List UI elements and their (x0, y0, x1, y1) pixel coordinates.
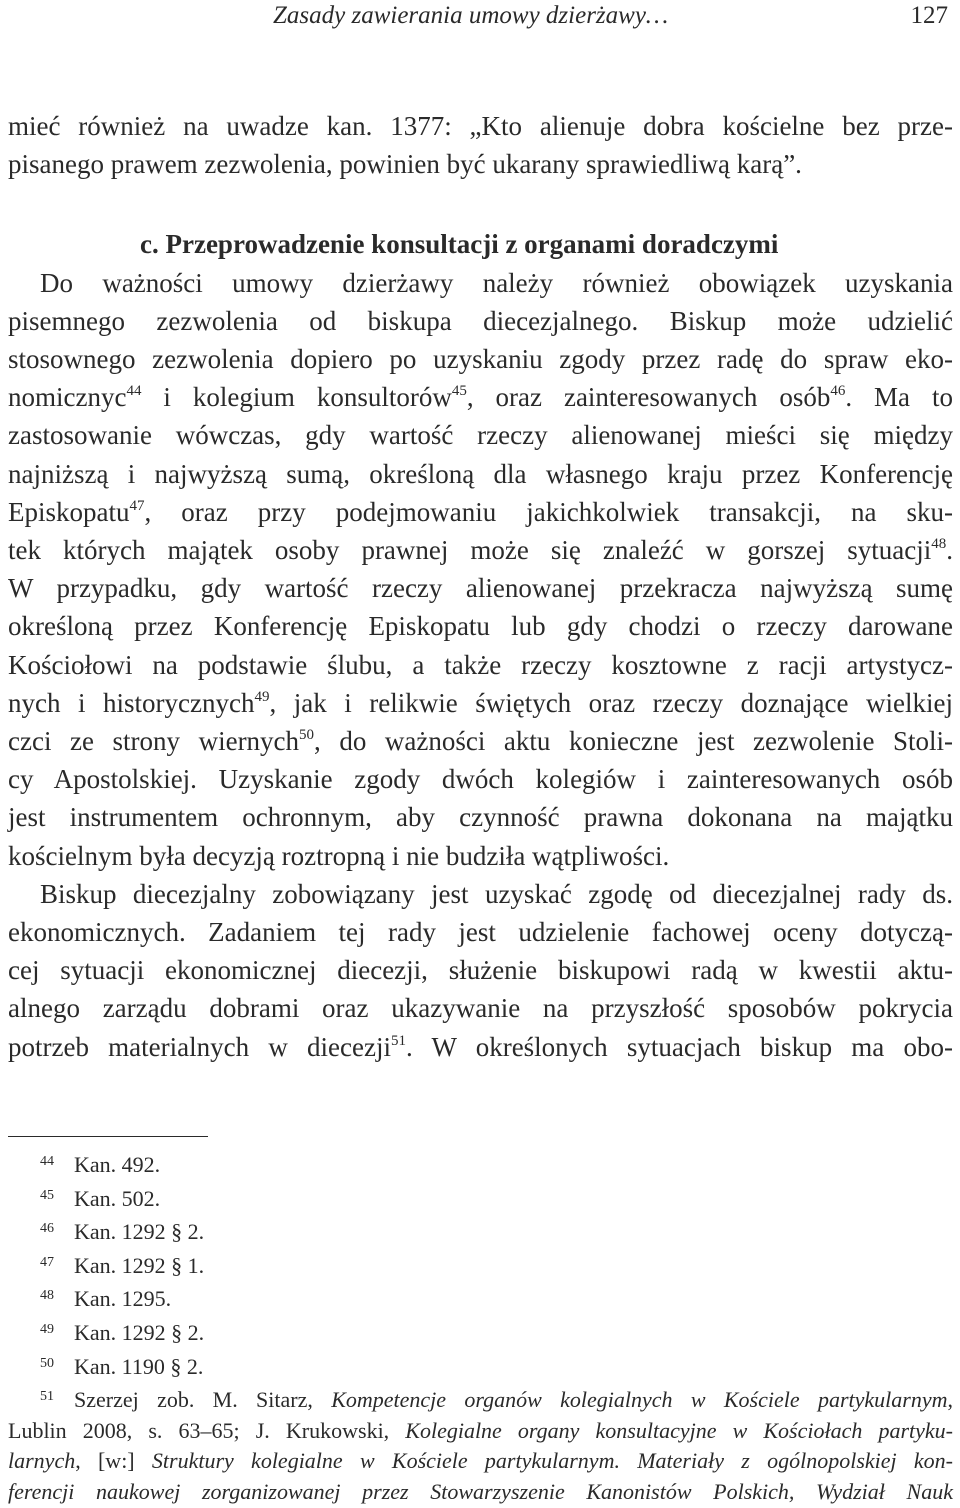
main-text (8, 107, 953, 1066)
footnote (8, 1248, 953, 1282)
text-line: kościelnym była decyzją roztropną i nie budziła wątpliwości. (8, 840, 670, 871)
text-line: tek których majątek osoby prawnej może się znaleźć w gorszej sytuacji$^{48}$. (8, 535, 953, 566)
footnote-ref: 46 (830, 383, 846, 400)
citation-title: ferencji naukowej zorganizowanej przez Stowarzyszenie Kanonistów Polskich, Wydział Nauk (8, 1478, 953, 1504)
text-line: cy Apostolskiej. Uzyskanie zgody dwóch kolegiów i zainteresowanych osób (8, 764, 953, 795)
footnote-ref: 45 (451, 383, 467, 400)
footnote-ref: 50 (299, 727, 315, 744)
citation-title: Kompetencje organów kolegialnych w Kościele partykularnym (331, 1387, 948, 1413)
footnote: 51 Szerzej zob. M. Sitarz, Kompetencje organów kolegialnych w Kościele partykularnym, (8, 1382, 953, 1416)
text-line: ekonomicznych. Zadaniem tej rady jest udzielenie fachowej oceny dotyczą- (8, 917, 953, 948)
text-line: potrzeb materialnych w diecezji$^{51}$. W określonych sytuacjach biskup ma obo- (8, 1031, 953, 1062)
text-line: Kościołowi na podstawie ślubu, a także rzeczy kosztowne z racji artystycz- (8, 649, 953, 680)
footnote (8, 1349, 953, 1383)
footnote (8, 1181, 953, 1215)
footnote-text: Kan. 1292 § 1. (74, 1252, 205, 1278)
footnote-text: Kan. 1295. (74, 1286, 172, 1312)
footnote-rule (8, 1136, 208, 1137)
footnote-number: 49 (40, 1321, 54, 1337)
text-line: pisanego prawem zezwolenia, powinien być ukarany sprawiedliwą karą”. (8, 149, 802, 180)
text-line: jest instrumentem ochronnym, aby czynność prawna dokonana na majątku (8, 802, 953, 833)
footnote-number: 50 (40, 1355, 54, 1371)
page-header (0, 0, 960, 40)
text-line: czci ze strony wiernych$^{50}$, do ważności aktu konieczne jest zezwolenie Stoli- (8, 726, 953, 757)
text-line: najniższą i najwyższą sumą, określoną dla własnego kraju przez Konferencję (8, 458, 953, 489)
text-line: pisemnego zezwolenia od biskupa diecezjalnego. Biskup może udzielić (8, 305, 953, 336)
footnote-ref: 51 (391, 1032, 406, 1049)
page-number: 127 (910, 2, 948, 29)
text-line: mieć również na uwadze kan. 1377: „Kto alienuje dobra kościelne bez prze- (8, 111, 953, 141)
text-line: stosownego zezwolenia dopiero po uzyskaniu zgody przez radę do spraw eko- (8, 344, 953, 375)
footnote-ref: 47 (129, 497, 145, 514)
footnote-number: 45 (40, 1187, 54, 1203)
footnote-number: 47 (40, 1254, 54, 1270)
footnote-continuation: Lublin 2008, s. 63–65; J. Krukowski, Kolegialne organy konsultacyjne w Kościołach partyku- (8, 1417, 953, 1443)
text-line: Biskup diecezjalny zobowiązany jest uzyskać zgodę od diecezjalnej rady ds. (40, 878, 953, 909)
footnote (8, 1281, 953, 1315)
text-line: alnego zarządu dobrami oraz ukazywanie na przyszłość sposobów pokrycia (8, 993, 953, 1024)
footnote-text: Kan. 1190 § 2. (74, 1353, 204, 1379)
footnote-ref: 49 (254, 688, 270, 705)
text-line: nomicznyc$^{44}$ i kolegium konsultorów$^{45}$, oraz zainteresowanych osób$^{46}$. Ma to (8, 382, 954, 413)
footnote-continuation: larnych, [w:] Struktury kolegialne w Kościele partykularnym. Materiały z ogólnopolskiej kon- (8, 1448, 953, 1474)
footnote-continuation (8, 1477, 953, 1508)
footnote-number: 51 (40, 1389, 54, 1405)
text-line: Do ważności umowy dzierżawy należy również obowiązek uzyskania (40, 267, 953, 298)
footnote-text: Kan. 1292 § 2. (74, 1319, 205, 1345)
running-title: Zasady zawierania umowy dzierżawy… (273, 2, 669, 29)
citation-title: Struktury kolegialne w Kościele partykularnym. Materiały z ogólnopolskiej kon- (151, 1448, 953, 1474)
footnote-text: Kan. 1292 § 2. (74, 1219, 205, 1245)
footnote-ref: 44 (126, 383, 142, 400)
footnote (8, 1315, 953, 1349)
footnote-number: 44 (40, 1154, 54, 1169)
section-heading: c. Przeprowadzenie konsultacji z organami doradczymi (140, 229, 779, 260)
footnote-text: Kan. 502. (74, 1185, 161, 1211)
footnote-number: 48 (40, 1288, 54, 1304)
citation-title: Kolegialne organy konsultacyjne w Kościołach partyku- (405, 1417, 953, 1443)
footnotes (8, 1147, 953, 1508)
footnote (8, 1214, 953, 1248)
footnote-ref: 48 (931, 536, 947, 553)
footnote-text: Kan. 492. (74, 1152, 161, 1177)
footnote (8, 1147, 953, 1181)
text-line: zastosowanie wówczas, gdy wartość rzeczy alienowanej mieści się między (8, 420, 953, 451)
text-line: nych i historycznych$^{49}$, jak i relikwie świętych oraz rzeczy doznające wielkiej (8, 687, 953, 718)
text-line: W przypadku, gdy wartość rzeczy alienowanej przekracza najwyższą sumę (8, 573, 953, 604)
text-line: określoną przez Konferencję Episkopatu lub gdy chodzi o rzeczy darowane (8, 611, 953, 642)
citation-title: larnych (8, 1448, 76, 1474)
text-line: Episkopatu$^{47}$, oraz przy podejmowaniu jakichkolwiek transakcji, na sku- (8, 496, 953, 527)
text-line: cej sytuacji ekonomicznej diecezji, służenie biskupowi radą w kwestii aktu- (8, 955, 953, 986)
footnote-number: 46 (40, 1221, 54, 1237)
